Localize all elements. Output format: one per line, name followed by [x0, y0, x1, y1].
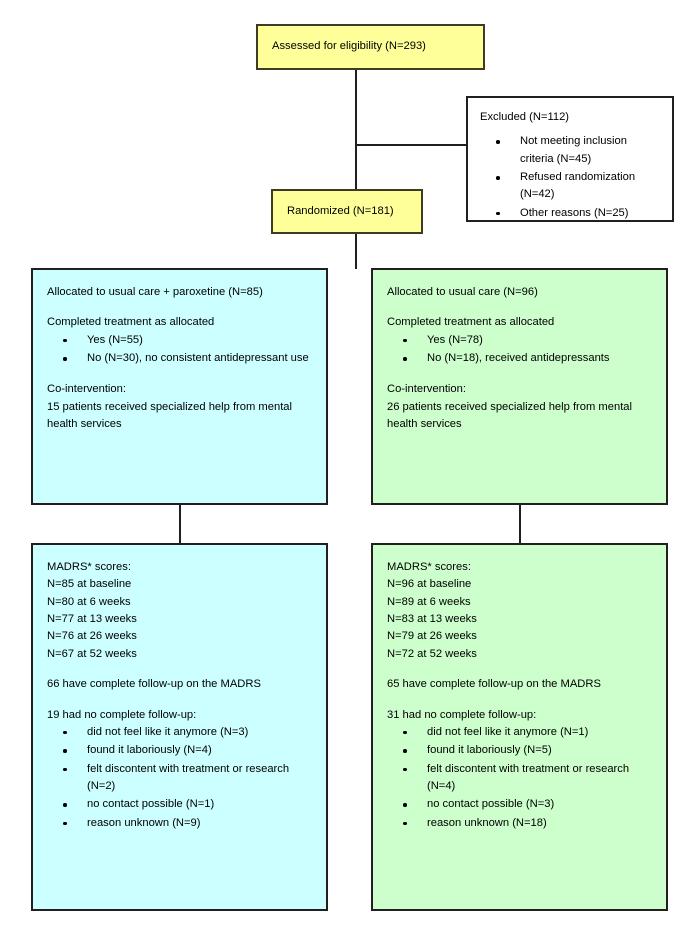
- alloc-intervention-label: Allocated to usual care + paroxetine (N=85): [47, 286, 263, 298]
- box-outcome-intervention: [31, 543, 328, 911]
- outcome-intervention-scores-heading: MADRS* scores:: [47, 561, 131, 573]
- outcome-control-score-0: N=96 at baseline: [387, 578, 472, 591]
- alloc-intervention-cointervention-text: 15 patients received specialized help from mental health services: [47, 400, 296, 431]
- list-item: [47, 815, 316, 832]
- box-allocated-control: [371, 268, 668, 505]
- list-item: [47, 761, 316, 796]
- list-item: [387, 724, 656, 741]
- connector-assessed-to-randomized: [355, 70, 357, 190]
- list-item: [387, 761, 656, 796]
- list-item: [387, 332, 656, 349]
- outcome-control-complete-followup: 65 have complete follow-up on the MADRS: [387, 678, 601, 691]
- connector-intervention-to-outcome: [179, 505, 181, 543]
- outcome-intervention-score-3: N=76 at 26 weeks: [47, 630, 137, 643]
- outcome-control-score-1: N=89 at 6 weeks: [387, 595, 471, 608]
- connector-to-excluded: [355, 144, 467, 146]
- excluded-item-0: Not meeting inclusion criteria (N=45): [520, 135, 627, 165]
- list-item: [47, 796, 316, 813]
- list-item: [387, 796, 656, 813]
- list-item: [47, 724, 316, 741]
- outcome-intervention-score-1: N=80 at 6 weeks: [47, 595, 131, 608]
- outcome-intervention-incomplete-2: felt discontent with treatment or research (N=2): [87, 762, 290, 792]
- list-item: [47, 332, 316, 349]
- outcome-control-incomplete-1: found it laboriously (N=5): [427, 744, 552, 757]
- outcome-control-incomplete-0: did not feel like it anymore (N=1): [427, 725, 589, 738]
- outcome-control-scores-heading: MADRS* scores:: [387, 561, 471, 573]
- alloc-control-completed-0: Yes (N=78): [427, 333, 483, 346]
- outcome-intervention-score-4: N=67 at 52 weeks: [47, 647, 137, 660]
- box-randomized: [271, 189, 423, 234]
- list-item: [480, 133, 662, 168]
- connector-control-to-outcome: [519, 505, 521, 543]
- alloc-control-completed-1: No (N=18), received antidepressants: [427, 352, 610, 365]
- outcome-control-incomplete-list: [387, 724, 656, 832]
- alloc-control-completed-heading: Completed treatment as allocated: [387, 316, 555, 329]
- connector-randomized-to-arms: [355, 234, 357, 269]
- outcome-control-score-4: N=72 at 52 weeks: [387, 647, 477, 660]
- list-item: [480, 205, 662, 222]
- outcome-intervention-complete-followup: 66 have complete follow-up on the MADRS: [47, 678, 261, 691]
- alloc-intervention-completed-1: No (N=30), no consistent antidepressant use: [87, 352, 309, 365]
- list-item: [480, 169, 662, 204]
- box-outcome-control: [371, 543, 668, 911]
- alloc-intervention-completed-list: [47, 332, 316, 368]
- list-item: [47, 350, 316, 367]
- outcome-intervention-incomplete-heading: 19 had no complete follow-up:: [47, 708, 197, 721]
- assessed-label: Assessed for eligibility (N=293): [272, 40, 426, 53]
- alloc-intervention-completed-0: Yes (N=55): [87, 333, 143, 346]
- outcome-intervention-incomplete-3: no contact possible (N=1): [87, 798, 215, 811]
- outcome-intervention-incomplete-0: did not feel like it anymore (N=3): [87, 725, 249, 738]
- list-item: [387, 742, 656, 759]
- outcome-control-incomplete-4: reason unknown (N=18): [427, 816, 547, 829]
- outcome-intervention-incomplete-4: reason unknown (N=9): [87, 816, 201, 829]
- outcome-control-incomplete-2: felt discontent with treatment or research (N=4): [427, 762, 630, 792]
- excluded-list: [480, 133, 662, 222]
- alloc-control-cointervention-heading: Co-intervention:: [387, 383, 466, 396]
- box-assessed-for-eligibility: [256, 24, 485, 70]
- alloc-intervention-cointervention-heading: Co-intervention:: [47, 383, 126, 396]
- list-item: [47, 742, 316, 759]
- outcome-intervention-score-0: N=85 at baseline: [47, 578, 132, 591]
- alloc-intervention-completed-heading: Completed treatment as allocated: [47, 316, 215, 329]
- outcome-control-incomplete-3: no contact possible (N=3): [427, 798, 555, 811]
- list-item: [387, 815, 656, 832]
- outcome-intervention-score-2: N=77 at 13 weeks: [47, 613, 137, 626]
- outcome-control-score-2: N=83 at 13 weeks: [387, 613, 477, 626]
- excluded-item-2: Other reasons (N=25): [520, 206, 629, 219]
- excluded-item-1: Refused randomization (N=42): [520, 171, 636, 201]
- outcome-intervention-incomplete-list: [47, 724, 316, 832]
- alloc-control-label: Allocated to usual care (N=96): [387, 286, 538, 298]
- box-excluded: [466, 96, 674, 222]
- outcome-control-incomplete-heading: 31 had no complete follow-up:: [387, 708, 537, 721]
- box-allocated-intervention: [31, 268, 328, 505]
- outcome-control-score-3: N=79 at 26 weeks: [387, 630, 477, 643]
- alloc-control-cointervention-text: 26 patients received specialized help from mental health services: [387, 400, 636, 431]
- outcome-intervention-incomplete-1: found it laboriously (N=4): [87, 744, 212, 757]
- alloc-control-completed-list: [387, 332, 656, 368]
- list-item: [387, 350, 656, 367]
- excluded-heading: Excluded (N=112): [480, 111, 570, 123]
- randomized-label: Randomized (N=181): [287, 204, 394, 217]
